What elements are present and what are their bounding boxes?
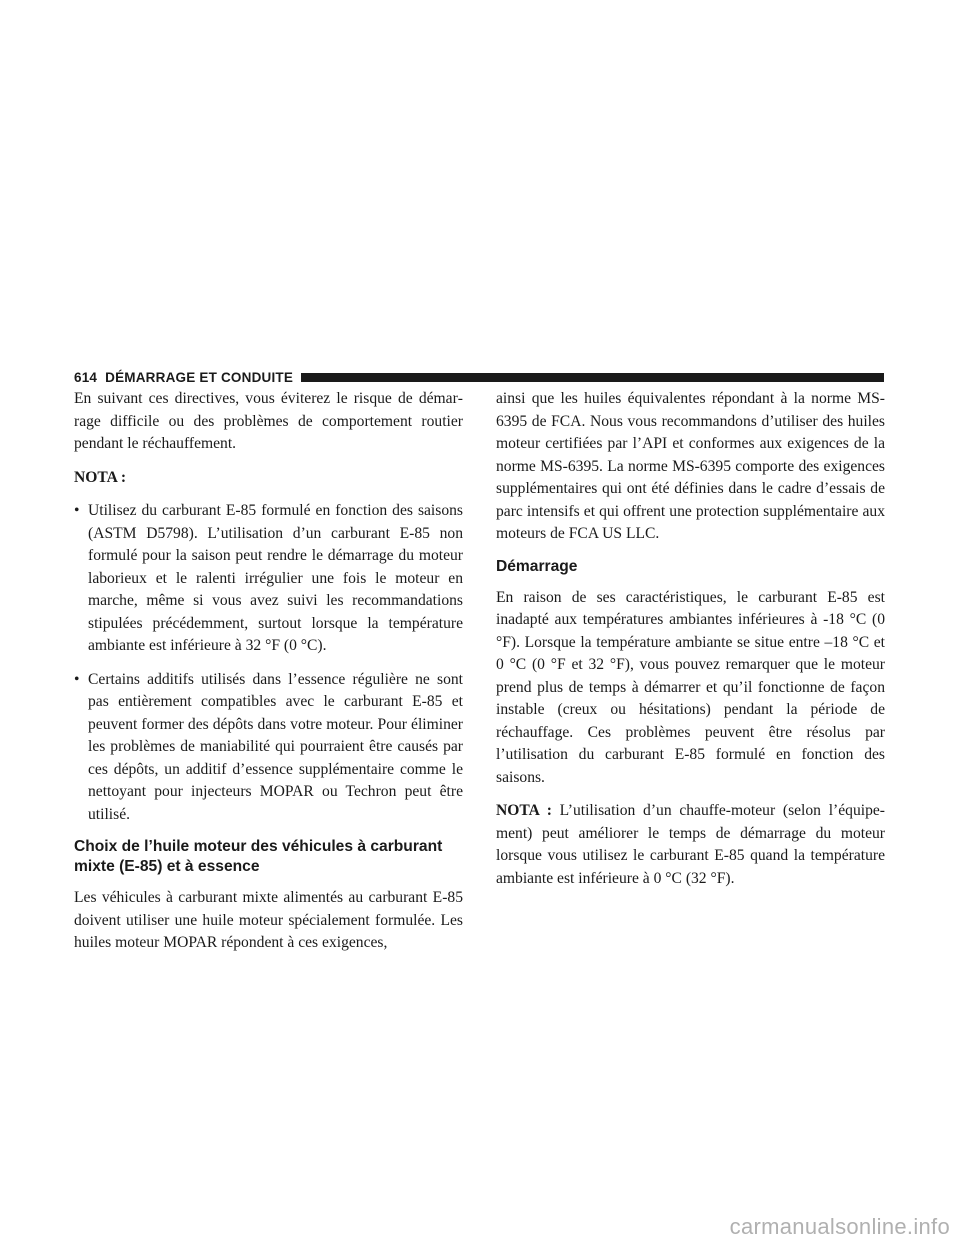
- section-heading-starting: Démarrage: [496, 557, 578, 575]
- section-heading-oil: Choix de l’huile moteur des véhicules à carburant mixte (E-85) et à essence: [74, 838, 443, 875]
- starting-paragraph: En raison de ses caractéristiques, le carburant E-85 est inadapté aux températures ambiantes inférieures à -18 °C (0 °F). Lorsque la température ambiante se situe entre –18 °C et 0 °C (0 °F et 32 °F), vous pouvez remarquer que le moteur prend plus de temps à démarrer et qu’il fonctionne de façon instable (creux ou hésitations) pendant la période de réchauffage. Ces problèmes peuvent être résolus par l’utilisation du carburant E-85 formulé en fonction des saisons.: [496, 588, 885, 786]
- bullet-text: Certains additifs utilisés dans l’essence régulière ne sont pas entièrement compatibles avec le carburant E-85 et peuvent former des dépôts dans votre moteur. Pour éliminer les problèmes de maniabilité qui pourraient être causés par ces dépôts, un additif d’essence supplémentaire comme le nettoyant pour injecteurs MOPAR ou Techron peut être utilisé.: [88, 670, 463, 823]
- bullet-text: Utilisez du carburant E-85 formulé en fonction des saisons (ASTM D5798). L’utilisation d’un carburant E-85 non formulé pour la saison peut rendre le démarrage du moteur laborieux et le ralenti irrégulier une fois le moteur en marche, même si vous avez suivi les recommandations stipulées précédemment, surtout lorsque la température ambiante est inférieure à 32 °F (0 °C).: [88, 502, 463, 654]
- page-header: [74, 367, 884, 387]
- header-rule: [301, 373, 884, 382]
- oil-paragraph: Les véhicules à carburant mixte alimentés au carburant E-85 doivent utiliser une huile moteur spécialement formulée. Les huiles moteur MOPAR répondent à ces exigences,: [74, 889, 463, 951]
- intro-paragraph: En suivant ces directives, vous éviterez le risque de démarrage difficile ou des problèmes de comportement routier pendant le réchauffement.: [74, 390, 463, 452]
- right-column: [496, 388, 885, 901]
- oil-paragraph-continued: ainsi que les huiles équivalentes répondant à la norme MS-6395 de FCA. Nous vous recommandons d’utiliser des huiles moteur certifiées par l’API et conformes aux exigences de la norme MS-6395. La norme MS-6395 comporte des exigences supplémentaires qui ont été définies dans le cadre d’essais de parc intensifs et qui offrent une protection supplémentaire aux moteurs de FCA US LLC.: [496, 390, 885, 542]
- nota-paragraph: [496, 800, 885, 890]
- section-title: DÉMARRAGE ET CONDUITE: [105, 369, 294, 385]
- nota-text: L’utilisation d’un chauffe-moteur (selon l’équipement) peut améliorer le temps de démarrage du moteur lorsque vous utilisez le carburant E-85 quand la température ambiante est inférieure à 0 °C (32 °F).: [496, 802, 885, 887]
- list-item: [74, 500, 463, 658]
- page-number: 614: [74, 369, 98, 385]
- nota-heading: NOTA :: [74, 468, 127, 486]
- watermark: carmanualsonline.info: [729, 1214, 950, 1239]
- bullet-icon: •: [74, 502, 80, 519]
- left-column: [74, 388, 463, 966]
- bullet-icon: •: [74, 670, 80, 688]
- nota-label: NOTA :: [496, 802, 552, 819]
- list-item: [74, 669, 463, 827]
